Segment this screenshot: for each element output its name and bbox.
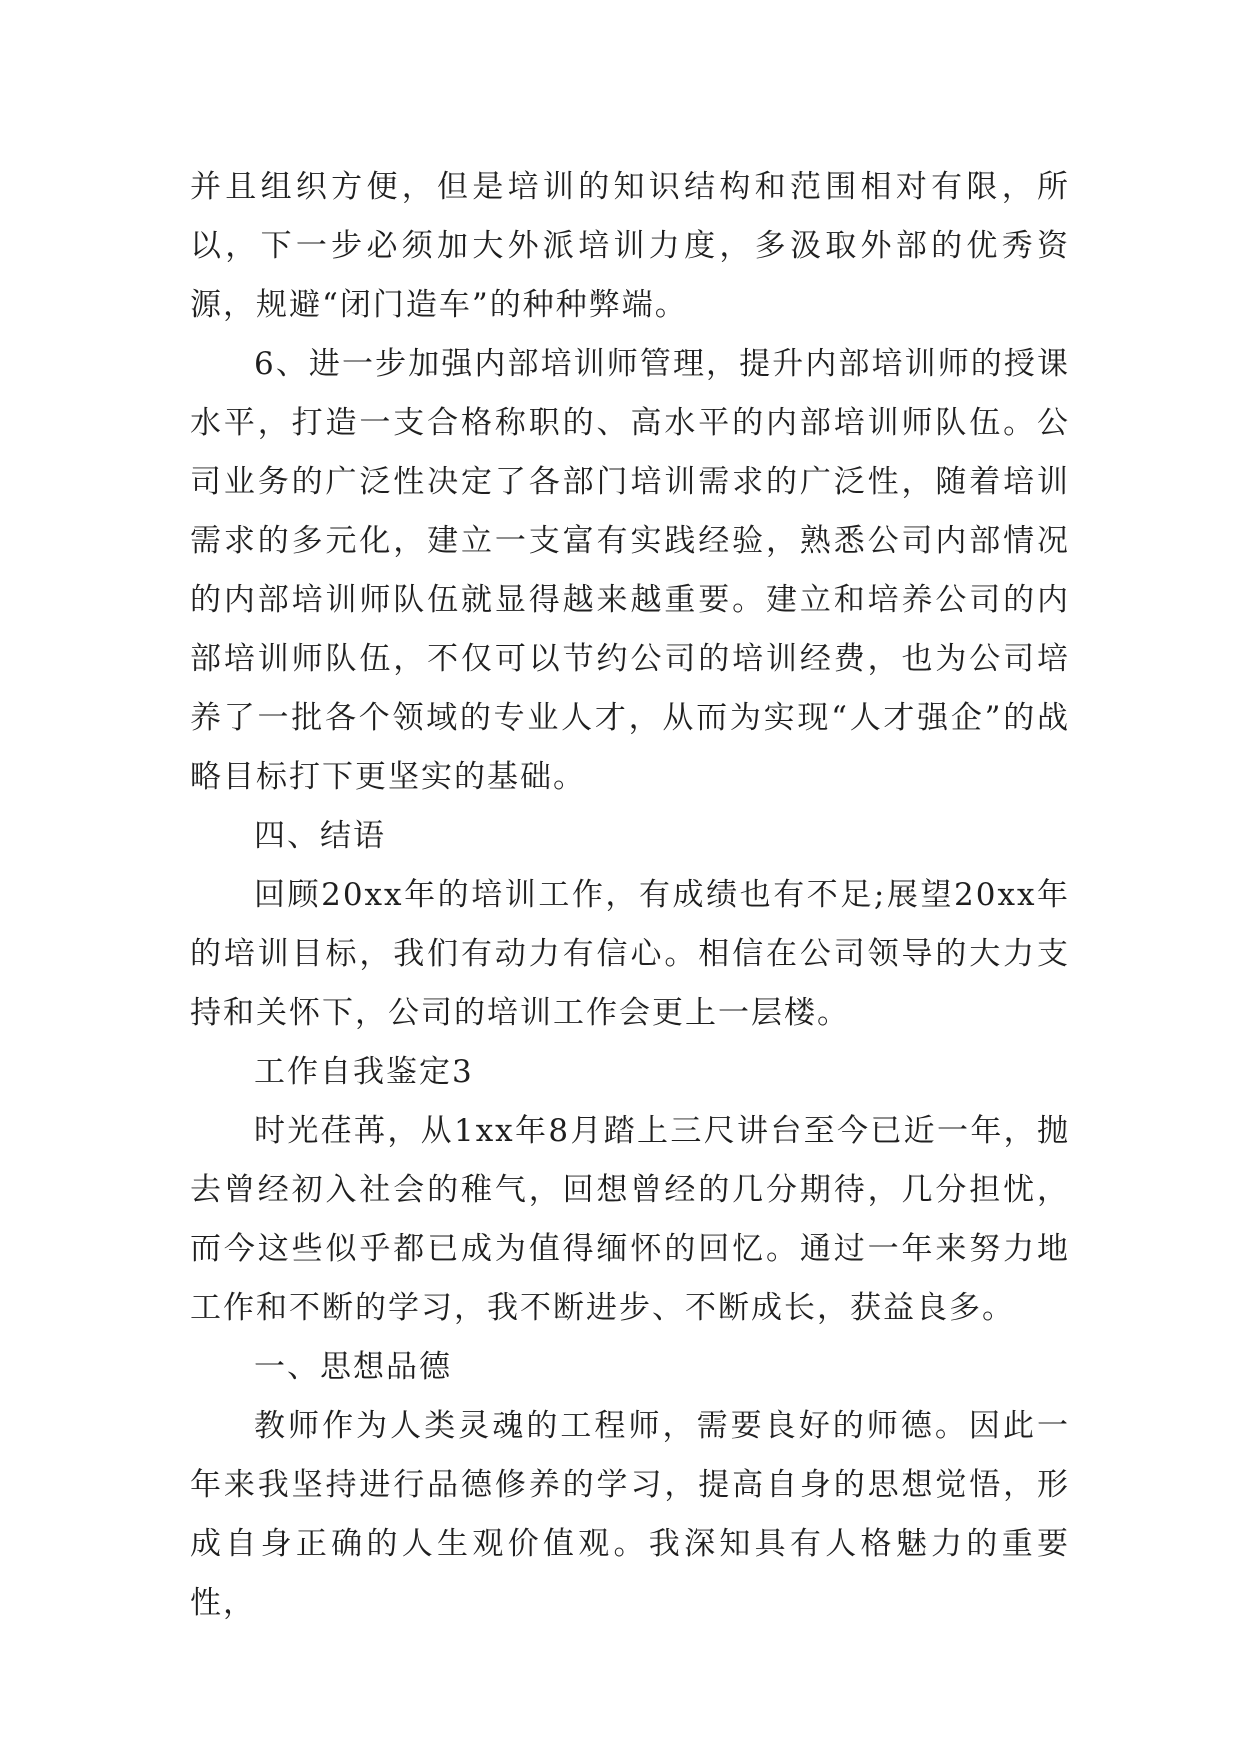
paragraph-1: 并且组织方便，但是培训的知识结构和范围相对有限，所以，下一步必须加大外派培训力度，多汲取外部的优秀资源，规避“闭门造车”的种种弊端。 xyxy=(190,169,1070,323)
paragraph-3: 回顾20xx年的培训工作，有成绩也有不足;展望20xx年的培训目标，我们有动力有信心。相信在公司领导的大力支持和关怀下，公司的培训工作会更上一层楼。 xyxy=(190,877,1070,1031)
paragraph-5: 教师作为人类灵魂的工程师，需要良好的师德。因此一年来我坚持进行品德修养的学习，提高自身的思想觉悟，形成自身正确的人生观价值观。我深知具有人格魅力的重要性， xyxy=(190,1408,1070,1621)
paragraph-4: 时光荏苒，从1xx年8月踏上三尺讲台至今已近一年，抛去曾经初入社会的稚气，回想曾经的几分期待，几分担忧，而今这些似乎都已成为值得缅怀的回忆。通过一年来努力地工作和不断的学习，我不断进步、不断成长，获益良多。 xyxy=(190,1113,1070,1326)
section-heading-ideology: 一、思想品德 xyxy=(254,1349,452,1385)
document-body xyxy=(190,158,1070,1633)
section-title-self-appraisal: 工作自我鉴定3 xyxy=(254,1054,474,1090)
section-heading-conclusion: 四、结语 xyxy=(254,818,386,854)
paragraph-2: 6、进一步加强内部培训师管理，提升内部培训师的授课水平，打造一支合格称职的、高水平的内部培训师队伍。公司业务的广泛性决定了各部门培训需求的广泛性，随着培训需求的多元化，建立一支富有实践经验，熟悉公司内部情况的内部培训师队伍就显得越来越重要。建立和培养公司的内部培训师队伍，不仅可以节约公司的培训经费，也为公司培养了一批各个领域的专业人才，从而为实现“人才强企”的战略目标打下更坚实的基础。 xyxy=(190,346,1070,795)
